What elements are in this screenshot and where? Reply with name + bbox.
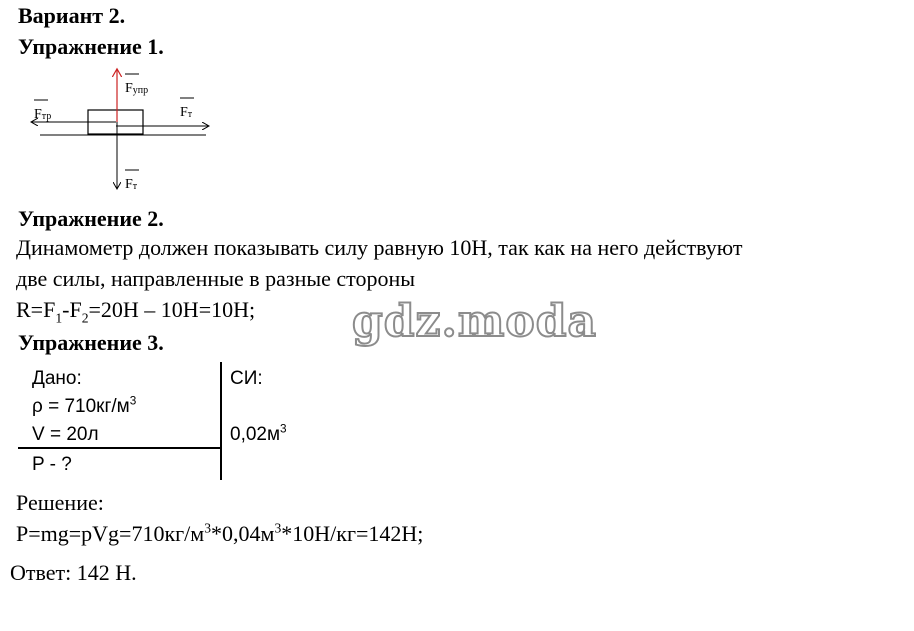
given-find: P - ? [32,454,72,475]
answer: Ответ: 142 Н. [10,560,137,585]
si-label: СИ: [230,368,263,389]
exercise-2-line-2: две силы, направленные в разные стороны [16,266,416,291]
label-f-t-down: Fт [125,177,138,192]
given-divider-horizontal [18,447,221,449]
label-f-tr: Fтр [34,107,52,122]
si-volume: $0,02м^3$ [230,422,287,445]
exercise-2-formula: $R=F_1-F_2=20Н - 10Н=10Н$; [16,297,256,326]
watermark: gdz.moda [352,296,598,347]
solution-label: Решение: [16,490,104,515]
exercise-2-line-1: Динамометр должен показывать силу равную 10Н, так как на него действуют [16,235,743,260]
given-label: Дано: [32,368,82,389]
given-table [18,362,308,480]
given-divider-vertical [220,362,222,480]
exercise-3-title: Упражнение 3. [18,330,164,355]
given-density: $\rho = 710кг/м^3$ [32,394,137,417]
force-diagram [28,62,228,194]
variant-title: Вариант 2. [18,3,126,28]
solution-formula: $P=mg=pVg=710кг/м^3*0,04м^3*10Н/кг=142Н$; [16,520,424,546]
label-f-upr: Fупр [125,81,149,96]
label-f-t-right: Fт [180,105,193,120]
exercise-2-title: Упражнение 2. [18,206,164,231]
exercise-1-title: Упражнение 1. [18,34,164,59]
given-volume: V = 20л [32,424,99,445]
